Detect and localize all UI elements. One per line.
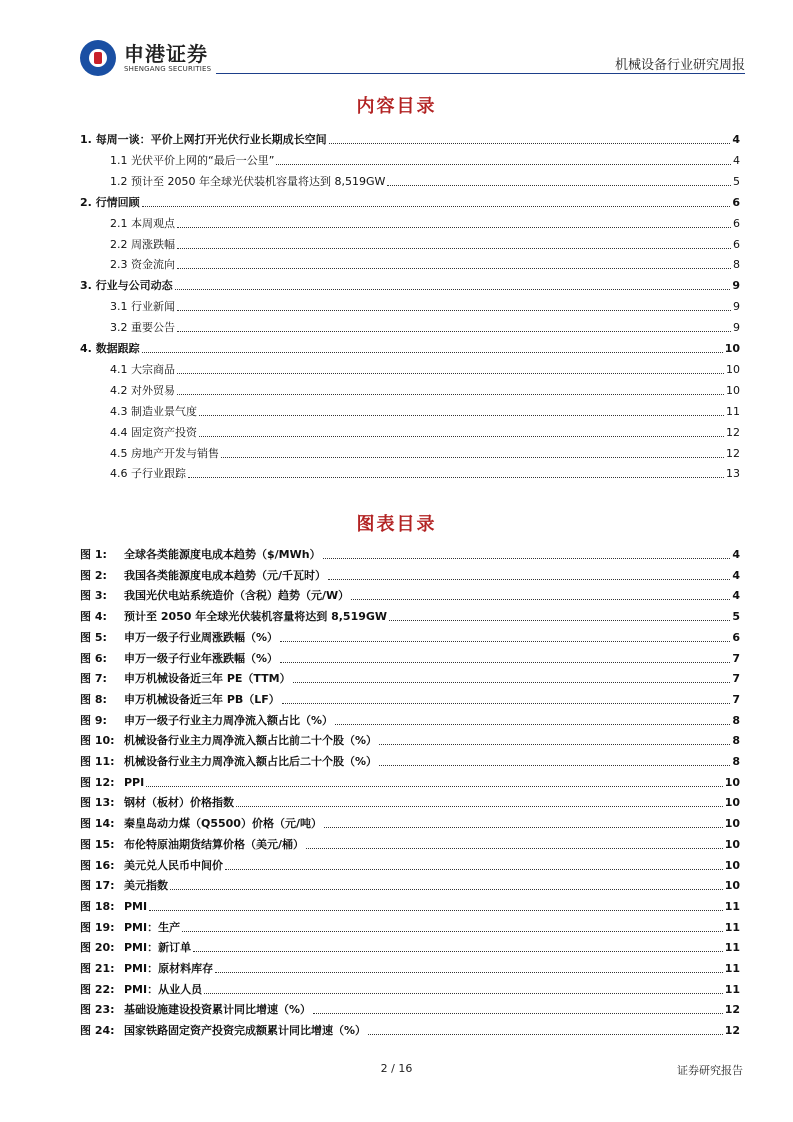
figure-entry[interactable] [80,770,740,790]
figure-entry-label: PPI [124,775,145,789]
toc-dot-leader [199,415,724,416]
toc-entry-page: 4 [733,153,740,167]
toc-dot-leader [177,394,724,395]
figure-entry-number: 图 17: [80,879,115,893]
toc-entry-number: 2.2 [110,237,128,251]
toc-entry-number: 4. [80,342,92,355]
figure-entry-label: 申万一级子行业年涨跌幅（%） [124,651,279,665]
figure-dot-leader [335,724,730,725]
toc-entry-page: 9 [733,300,740,314]
figure-dot-leader [236,806,723,807]
figure-entry[interactable] [80,728,740,748]
figure-entry-page: 11 [724,941,740,955]
figure-entry-page: 4 [732,548,740,561]
figure-entry[interactable] [80,873,740,893]
figure-entry-label: 机械设备行业主力周净流入额占比前二十个股（%） [124,734,378,748]
toc-entry-number: 4.4 [110,425,128,439]
toc-entry[interactable] [110,378,740,398]
figure-entry-label: 国家铁路固定资产投资完成额累计同比增速（%） [124,1024,367,1038]
toc-entry-page: 10 [726,383,740,397]
toc-entry-label: 房地产开发与销售 [131,446,219,460]
toc-dot-leader [177,268,731,269]
figure-entry-label: PMI：从业人员 [124,982,203,996]
figure-entry[interactable] [80,935,740,955]
figure-entry[interactable] [80,956,740,976]
toc-entry-page: 9 [733,321,740,335]
toc-entry-page: 5 [733,174,740,188]
figure-entry-page: 10 [724,837,740,851]
report-type: 机械设备行业研究周报 [614,58,745,73]
toc-entry-number: 4.5 [110,446,128,460]
figure-entry-number: 图 21: [80,962,115,975]
toc-entry-page: 9 [732,279,740,293]
figure-entry-number: 图 6: [80,651,107,665]
figure-entry-page: 11 [724,920,740,934]
figure-dot-leader [215,972,723,973]
figure-entry-label: 我国光伏电站系统造价（含税）趋势（元/W） [124,589,350,603]
toc-entry[interactable] [110,461,740,481]
toc-dot-leader [142,206,731,207]
figure-entry-number: 图 11: [80,755,115,768]
figure-entry-page: 10 [724,775,740,789]
figure-entry-label: 我国各类能源度电成本趋势（元/千瓦时） [124,568,327,582]
toc-entry-number: 2.3 [110,258,128,272]
figure-entry-page: 5 [732,610,740,624]
toc-entry-label: 对外贸易 [131,383,175,397]
toc-entry-number: 2. [80,195,92,209]
logo-english-name: SHENGANG SECURITIES [124,64,212,73]
figure-dot-leader [193,951,723,952]
figure-entry-page: 11 [724,962,740,975]
toc-entry-page: 11 [726,404,740,418]
company-logo [80,38,211,78]
figure-entry-number: 图 3: [80,589,107,603]
figure-dot-leader [204,993,723,994]
figure-entry-number: 图 13: [80,796,115,810]
doc-type: 证券研究报告 [677,1064,743,1077]
figure-entry-number: 图 9: [80,713,107,727]
figure-dot-leader [379,744,730,745]
toc-entry[interactable] [80,127,740,147]
figure-entry-number: 图 14: [80,817,115,831]
toc-entry-label: 大宗商品 [131,362,175,376]
toc-entry-number: 3.1 [110,300,128,314]
figure-dot-leader [328,579,730,580]
figure-entry-number: 图 12: [80,775,115,789]
figure-entry[interactable] [80,604,740,624]
figure-entry-page: 12 [724,1024,740,1038]
figure-entry[interactable] [80,1018,740,1038]
figure-entry-label: 申万一级子行业周涨跌幅（%） [124,630,279,644]
figure-entry-page: 11 [724,899,740,913]
figure-entry[interactable] [80,625,740,645]
figure-dot-leader [280,662,730,663]
figure-dot-leader [280,641,730,642]
figure-entry-number: 图 4: [80,610,107,624]
toc-entry[interactable] [110,169,740,189]
figure-entry-label: PMI：新订单 [124,941,192,955]
figure-entry-page: 12 [724,1003,740,1017]
toc-entry-label: 制造业景气度 [131,404,197,418]
toc-dot-leader [142,352,723,353]
figure-entry[interactable] [80,832,740,852]
figure-entry-page: 8 [732,713,740,727]
figure-dot-leader [389,620,730,621]
figure-entry-number: 图 23: [80,1003,115,1017]
figure-dot-leader [313,1013,723,1014]
toc-entry-number: 4.3 [110,404,128,418]
figure-entry-page: 7 [732,672,740,686]
figure-entry-page: 8 [732,734,740,748]
figure-entry-number: 图 2: [80,568,107,582]
figure-entry-label: 秦皇岛动力煤（Q5500）价格（元/吨） [124,817,322,831]
figure-dot-leader [182,931,723,932]
figure-dot-leader [282,703,731,704]
toc-dot-leader [221,457,724,458]
toc-entry[interactable] [110,294,740,314]
toc-entry[interactable] [110,252,740,272]
figure-entry[interactable] [80,646,740,666]
toc-entry-number: 3. [80,279,92,293]
figure-entry[interactable] [80,708,740,728]
figure-entry-label: PMI：原材料库存 [124,962,214,975]
toc-dot-leader [177,310,731,311]
toc-entry-label: 固定资产投资 [131,425,197,439]
figure-entry[interactable] [80,853,740,873]
figure-entry-page: 7 [732,692,740,706]
figure-dot-leader [324,827,723,828]
figure-entry-number: 图 19: [80,920,115,934]
toc-entry[interactable] [80,190,740,210]
toc-dot-leader [188,477,724,478]
toc-entry-label: 行情回顾 [95,195,140,209]
figure-entry-label: 布伦特原油期货结算价格（美元/桶） [124,837,305,851]
toc-entry-label: 子行业跟踪 [131,467,186,481]
toc-entry-number: 1. [80,133,92,146]
figure-entry-page: 7 [732,651,740,665]
toc-entry[interactable] [80,273,740,293]
figure-entry-page: 10 [724,879,740,893]
toc-entry-label: 每周一谈：平价上网打开光伏行业长期成长空间 [95,133,327,146]
figure-entry-number: 图 20: [80,941,115,955]
toc-entry-number: 1.2 [110,174,128,188]
toc-entry-page: 8 [733,258,740,272]
toc-dot-leader [177,373,724,374]
toc-entry-label: 数据跟踪 [95,342,140,355]
figure-entry-label: 美元指数 [124,879,168,893]
page-indicator: 2 / 16 [380,1062,413,1075]
toc-entry-page: 13 [726,467,740,481]
toc-entry-label: 光伏平价上网的“最后一公里” [131,153,275,167]
figure-entry[interactable] [80,666,740,686]
figure-entry[interactable] [80,997,740,1017]
figure-entry-page: 4 [732,568,740,582]
figure-dot-leader [293,682,731,683]
figure-entry[interactable] [80,811,740,831]
figure-entry[interactable] [80,563,740,583]
toc-entry-page: 10 [726,362,740,376]
toc-entry[interactable] [110,232,740,252]
figure-entry-label: 美元兑人民币中间价 [124,858,223,872]
logo-chinese-name: 申港证券 [124,41,208,66]
toc-entry-page: 6 [732,195,740,209]
toc-entry[interactable] [110,420,740,440]
figure-dot-leader [225,869,723,870]
toc-dot-leader [177,248,731,249]
figure-dot-leader [323,558,731,559]
figure-dot-leader [149,910,723,911]
figure-entry-label: 申万机械设备近三年 PB（LF） [124,692,280,706]
figure-dot-leader [146,786,722,787]
logo-mark-icon [80,40,116,76]
toc-entry-label: 资金流向 [131,258,175,272]
header-divider [216,73,745,74]
figure-entry-number: 图 10: [80,734,115,748]
toc-entry-page: 10 [724,342,740,355]
figure-entry-page: 10 [724,796,740,810]
figure-entry-number: 图 18: [80,899,115,913]
toc-dot-leader [177,331,731,332]
toc-entry-number: 1.1 [110,153,128,167]
toc-entry[interactable] [110,441,740,461]
figure-entry-label: 申万一级子行业主力周净流入额占比（%） [124,713,334,727]
figure-entry-number: 图 22: [80,982,115,996]
toc-dot-leader [387,185,731,186]
figure-entry[interactable] [80,915,740,935]
figure-entry-label: 基础设施建设投资累计同比增速（%） [124,1003,312,1017]
figure-dot-leader [351,599,730,600]
toc-entry-number: 4.1 [110,362,128,376]
figure-entry-number: 图 1: [80,548,107,561]
toc-dot-leader [276,164,731,165]
figure-entry-label: PMI：生产 [124,920,181,934]
figure-entry-label: 全球各类能源度电成本趋势（$/MWh） [124,548,321,561]
toc-entry-label: 行业新闻 [131,300,175,314]
figure-entry-number: 图 16: [80,858,115,872]
figure-entry-number: 图 7: [80,672,107,686]
toc-entry[interactable] [110,211,740,231]
figure-entry-page: 10 [724,858,740,872]
toc-entry[interactable] [110,399,740,419]
figure-dot-leader [368,1034,723,1035]
toc-entry-number: 4.6 [110,467,128,481]
toc-dot-leader [199,436,724,437]
toc-entry-label: 周涨跌幅 [131,237,175,251]
figure-entry-label: 申万机械设备近三年 PE（TTM） [124,672,291,686]
figure-entry-page: 10 [724,817,740,831]
figure-entry-page: 8 [732,755,740,768]
toc-entry-label: 预计至 2050 年全球光伏装机容量将达到 8,519GW [131,174,386,188]
figure-entry[interactable] [80,894,740,914]
toc-entry-number: 2.1 [110,216,128,230]
figure-entry[interactable] [80,542,740,562]
figure-entry-number: 图 5: [80,630,107,644]
toc-entry[interactable] [110,315,740,335]
toc-entry-page: 6 [733,216,740,230]
figure-entry-number: 图 24: [80,1024,115,1038]
toc-dot-leader [175,289,731,290]
figure-entry-label: PMI [124,899,148,913]
figure-entry-page: 6 [732,630,740,644]
figure-entry-number: 图 15: [80,837,115,851]
figure-entry-label: 钢材（板材）价格指数 [124,796,234,810]
figure-entry[interactable] [80,749,740,769]
figure-entry-page: 11 [724,982,740,996]
toc-entry-label: 本周观点 [131,216,175,230]
toc-dot-leader [329,143,731,144]
toc-entry[interactable] [110,357,740,377]
toc-entry-page: 4 [732,133,740,146]
toc-entry-number: 3.2 [110,321,128,335]
toc-entry[interactable] [110,148,740,168]
figure-dot-leader [379,765,730,766]
figure-dot-leader [170,889,723,890]
figure-entry-label: 机械设备行业主力周净流入额占比后二十个股（%） [124,755,378,768]
toc-entry-label: 行业与公司动态 [95,279,173,293]
figure-entry[interactable] [80,687,740,707]
figure-entry-page: 4 [732,589,740,603]
toc-entry-page: 12 [726,446,740,460]
toc-entry-label: 重要公告 [131,321,175,335]
toc-entry-page: 12 [726,425,740,439]
figure-entry-label: 预计至 2050 年全球光伏装机容量将达到 8,519GW [124,610,388,624]
toc-entry-page: 6 [733,237,740,251]
figures-title: 图表目录 [356,514,437,535]
figure-dot-leader [306,848,723,849]
toc-entry[interactable] [80,336,740,356]
figure-entry[interactable] [80,977,740,997]
figure-entry[interactable] [80,790,740,810]
toc-dot-leader [177,227,731,228]
toc-entry-number: 4.2 [110,383,128,397]
figure-entry[interactable] [80,583,740,603]
contents-title: 内容目录 [356,96,437,117]
figure-entry-number: 图 8: [80,692,107,706]
